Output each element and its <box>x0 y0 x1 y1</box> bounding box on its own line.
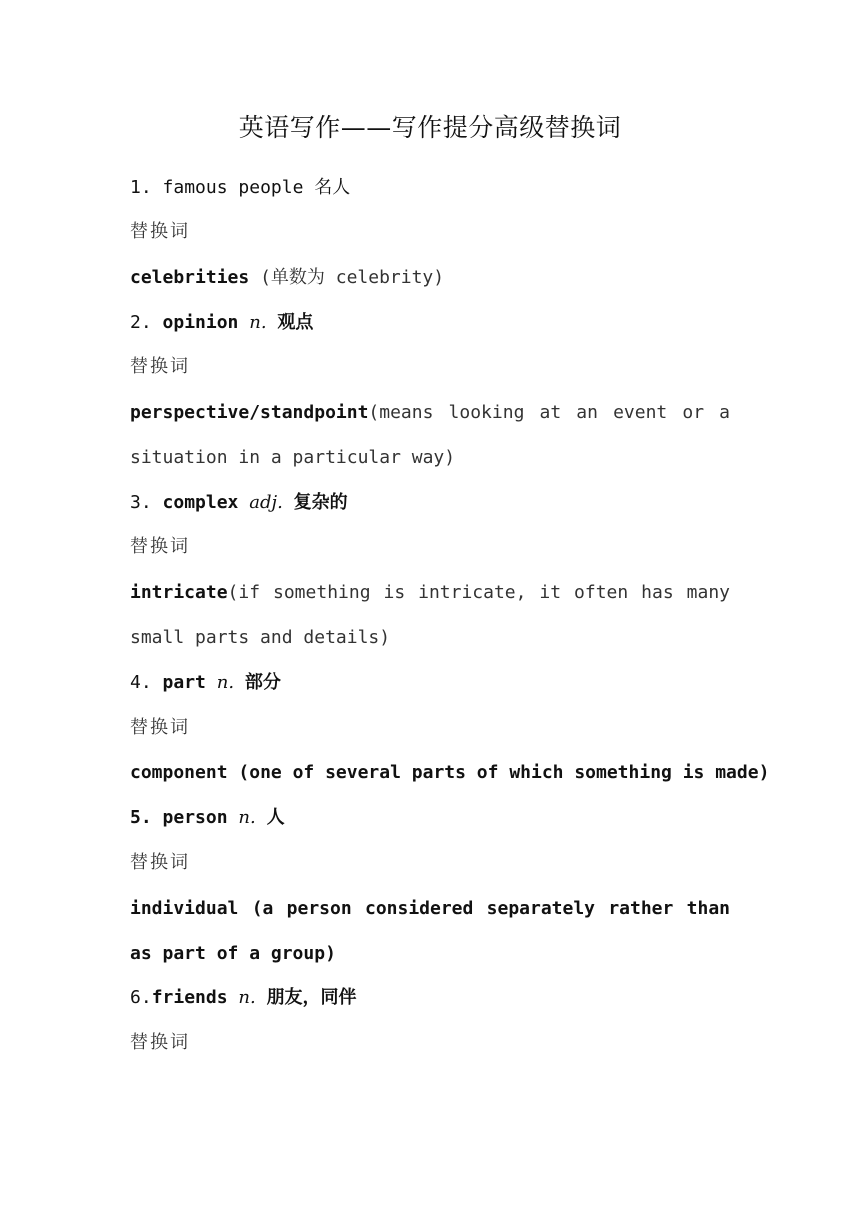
entry-part-of-speech: n. <box>238 807 256 828</box>
entry-word: person <box>162 807 228 828</box>
entry-part-of-speech: n. <box>238 987 256 1008</box>
entry-number: 1. <box>130 177 152 198</box>
entry-part-of-speech: n. <box>249 312 267 333</box>
replacement-line <box>130 886 730 976</box>
replacement-line <box>130 570 730 660</box>
replacement-word: perspective/standpoint <box>130 402 369 423</box>
entry-heading <box>130 176 730 200</box>
entry-number: 6. <box>130 987 152 1008</box>
entry-number: 3. <box>130 492 152 513</box>
replacement-label: 替换词 <box>130 717 190 738</box>
document-title: 英语写作——写作提分高级替换词 <box>238 113 622 142</box>
entry-word: opinion <box>162 312 239 333</box>
entry-meaning: 人 <box>266 807 285 828</box>
replacement-note: (if something is intricate, it often has many small parts and details) <box>130 582 730 648</box>
replacement-line <box>130 390 730 480</box>
replacement-note: (means looking at an event or a situation in a particular way) <box>130 402 730 468</box>
replacement-word: intricate <box>130 582 228 603</box>
entry-meaning: 复杂的 <box>293 492 348 513</box>
entry-part-of-speech: n. <box>216 672 235 693</box>
entry-meaning: 观点 <box>277 312 314 333</box>
replacement-label: 替换词 <box>130 221 190 242</box>
replacement-note: (a person considered separately rather than as part of a group) <box>130 898 730 964</box>
entry-meaning: 名人 <box>314 177 351 198</box>
replacement-label: 替换词 <box>130 356 190 377</box>
replacement-label: 替换词 <box>130 536 190 557</box>
entry-number: 2. <box>130 312 152 333</box>
replacement-word: celebrities <box>130 267 250 288</box>
entry-part-of-speech: adj. <box>249 492 283 513</box>
entry-number: 4. <box>130 672 152 693</box>
entry-word: friends <box>151 987 228 1008</box>
replacement-line <box>130 761 770 785</box>
entry-heading <box>130 671 730 695</box>
entry-heading <box>130 311 730 335</box>
replacement-word: individual <box>130 898 239 919</box>
entry-heading <box>130 491 730 515</box>
entry-heading <box>130 806 730 830</box>
entry-word: complex <box>162 492 239 513</box>
replacement-line <box>130 266 730 290</box>
entry-word: part <box>162 672 206 693</box>
entry-meaning: 朋友，同伴 <box>266 987 357 1008</box>
replacement-word: component <box>130 762 228 783</box>
replacement-label: 替换词 <box>130 1032 190 1053</box>
replacement-note: (单数为 celebrity) <box>260 267 445 288</box>
replacement-label: 替换词 <box>130 852 190 873</box>
entry-number: 5. <box>130 807 152 828</box>
entry-meaning: 部分 <box>244 672 281 693</box>
entry-heading <box>130 986 730 1010</box>
replacement-note: (one of several parts of which something is made) <box>238 762 770 783</box>
entry-word: famous people <box>162 177 304 198</box>
